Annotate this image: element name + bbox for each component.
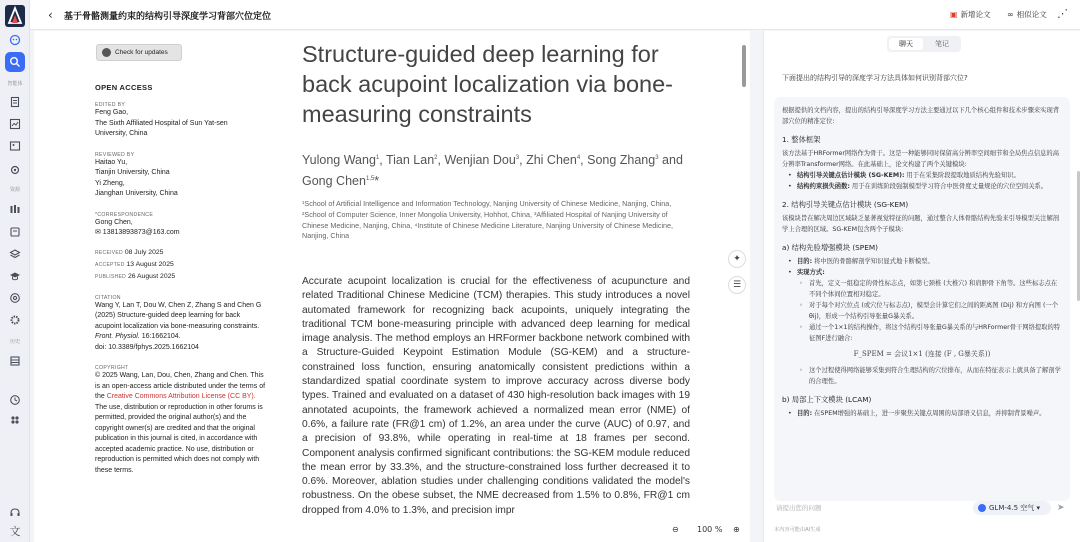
published-label: PUBLISHED <box>95 273 127 280</box>
chart-icon[interactable] <box>7 116 23 132</box>
answer-heading-1: 1. 整体框架 <box>782 135 821 144</box>
doc-icon[interactable] <box>7 94 23 110</box>
summary-icon[interactable]: ☰ <box>728 276 746 294</box>
robot-icon[interactable] <box>7 32 23 48</box>
grid-icon[interactable] <box>7 353 23 369</box>
list-item: ◦ 这个过程使得网络能够采集到符合生理结构的穴位排布，从而在特征表示上就具备了解剖学的合理性。 <box>782 365 1062 387</box>
copyright-label: COPYRIGHT <box>95 365 129 371</box>
article-title: Structure-guided deep learning for back acupoint localization via bone-measuring constraints <box>302 41 674 127</box>
chat-input-placeholder: 请提出您的问题 <box>776 504 822 512</box>
citation-text <box>95 301 267 354</box>
reviewer-1-name: Haitao Yu, <box>95 158 128 166</box>
list-item <box>782 170 1062 181</box>
copyright-pre: © 2025 Wang, Lan, Dou, Chen, Zhang and Chen. This is an open-access article distributed under the terms of the <box>95 372 266 400</box>
translate-icon[interactable]: 文 <box>9 525 21 538</box>
similar-paper-button[interactable] <box>1007 9 1047 20</box>
folder-icon[interactable] <box>7 224 23 240</box>
zoom-control <box>666 521 750 541</box>
new-paper-label: 新增论文 <box>960 10 991 19</box>
paper-scrollbar[interactable] <box>741 40 747 535</box>
layers-icon[interactable] <box>7 246 23 262</box>
citation-journal: Front. Physiol. <box>95 333 140 340</box>
plugin-icon[interactable] <box>7 162 23 178</box>
answer-heading-2a: a) 结构先验增强模块 (SPEM) <box>782 243 878 252</box>
model-name: GLM-4.5 空气 <box>989 504 1035 512</box>
clock-icon[interactable] <box>7 392 23 408</box>
reviewer-2-affiliation: Jianghan University, China <box>95 190 178 197</box>
answer-heading-2: 2. 结构引导关键点估计模块 (SG-KEM) <box>782 200 909 209</box>
share-icon[interactable]: ⋰ <box>1057 7 1068 20</box>
back-arrow-icon[interactable]: ‹ <box>48 8 53 22</box>
list-item-strong: 结构引导关键点估计模块 (SG-KEM): <box>797 172 905 179</box>
model-selector[interactable] <box>973 501 1051 515</box>
new-paper-button[interactable] <box>950 9 991 20</box>
correspondence-name: Gong Chen, <box>95 218 133 226</box>
list-item: ◦ 对于每个对穴位点 (或穴位与标志点)，模型会计算它们之间的距离图 (Dij) 和方向图 (一个θij)，形成一个结构引导张量G暴关系。 <box>782 300 1062 322</box>
ai-disclaimer: 本内容可能由AI生成 <box>774 527 821 533</box>
chevron-down-icon: ▾ <box>1036 504 1040 512</box>
list-item: ◦ 通过一个1×1的结构操作，将这个结构引导张量G暴关系的与HRFormer骨干网络提取的特征图F进行融合: <box>782 322 1062 344</box>
open-access-label: OPEN ACCESS <box>95 83 153 92</box>
reviewed-by-label: REVIEWED BY <box>95 151 135 158</box>
accepted-value: 13 August 2025 <box>126 260 174 268</box>
answer-para-1: 该方法基于HRFormer网络作为骨干。这是一种能够同时保留高分辨率空间细节和全局焦点信息的高分辨率Transformer网络。在此基础上，论文构建了两个关键模块: <box>782 150 1060 168</box>
zoom-level: 100 % <box>697 525 723 534</box>
rail-section-agents: 智能体 <box>7 81 23 87</box>
hat-icon[interactable] <box>7 268 23 284</box>
rail-section-resources: 资源 <box>9 187 20 193</box>
citation-doi[interactable]: doi: 10.3389/fphys.2025.1662104 <box>95 343 199 351</box>
citation-volume: 16:1662104. <box>139 333 181 340</box>
list-item-text: 将中医的骨骼解剖学知识显式地卡断模型。 <box>812 258 934 265</box>
list-item-strong: 结构约束损失函数: <box>797 183 850 190</box>
list-item-text: 在SPEM增强的基础上，进一步聚焦关键点周围的局部语义信息，并抑制背景噪声。 <box>812 410 1046 417</box>
received-value: 08 July 2025 <box>124 248 164 256</box>
reviewer-2-name: Yi Zheng, <box>95 179 125 187</box>
list-item-strong: 目的: <box>797 258 813 265</box>
zoom-out-button[interactable]: ⊖ <box>672 525 679 534</box>
article-abstract: Accurate acupoint localization is crucial for the effectiveness of acupuncture and related Traditional Chinese Medicine (TCM) therapies. This study introduces a novel automated framework for recognizing back acupoints, uniquely integrating the traditional TCM bone-measuring principle with advanced deep learning for medical image analysis. The method employs an HRFormer backbone network combined with a Structure-Guided Keypoint Estimation Module (SG-KEM) and a structure-constrained loss function, ensuring anatomically consistent predictions within a standardized spatial coordinate system to improve accuracy across diverse body types. Trained and evaluated on a dataset of 430 high-resolution back images with 19 annotated acupoints, the framework achieved a normalized mean error (NME) of 0.6%, a failure rate (FR@1 cm) of 1.2%, an area under the curve (AUC) of 0.97, and a precision of 93.8%, while operating in real-time at 18 frames per second. Component analysis confirmed significant contributions: the SG-KEM module reduced the mean error by 33.3%, and the structure-constrained loss further decreased it to 0.6%. Moreover, ablation studies under challenging conditions validated the model's robustness. On the obese subset, the NME decreased from 1.5% to 0.8%, FR@1 cm dropped from 4.0% to 1.3%, and precision impr <box>302 276 690 516</box>
received-label: RECEIVED <box>95 249 123 256</box>
edited-by-label: EDITED BY <box>95 102 126 108</box>
settings-icon[interactable] <box>7 312 23 328</box>
reviewer-1-affiliation: Tianjin University, China <box>95 169 170 176</box>
chat-tabs <box>887 36 961 52</box>
pdf-icon: ▣ <box>950 10 958 19</box>
cc-by-link[interactable]: Creative Commons Attribution License (CC BY). <box>106 393 256 400</box>
at-icon[interactable] <box>7 290 23 306</box>
search-icon[interactable] <box>5 52 25 72</box>
answer-para-2: 该模块旨在解决周边区域缺乏显著视觉特征的问题，通过整合人体骨骼结构先验来引导模型关注解剖学上合理的区域。SG-KEM包含两个子模块: <box>782 215 1060 233</box>
editor-country: University, China <box>95 130 148 137</box>
published-value: 26 August 2025 <box>127 272 176 280</box>
book-icon[interactable] <box>7 201 23 217</box>
tools-icon[interactable] <box>7 412 23 428</box>
ai-answer <box>774 97 1070 501</box>
list-item-strong: 目的: <box>797 410 813 417</box>
chat-panel <box>763 31 1080 542</box>
list-item <box>782 408 1062 419</box>
correspondence-label: *CORRESPONDENCE <box>95 211 154 218</box>
editor-name: Feng Gao, <box>95 109 129 116</box>
check-for-updates-button[interactable] <box>96 44 182 61</box>
link-icon: ∞ <box>1007 10 1014 19</box>
image-icon[interactable] <box>7 138 23 154</box>
received-date <box>95 247 267 259</box>
send-icon[interactable]: ➤ <box>1057 503 1065 513</box>
article-sidebar <box>95 83 267 476</box>
page-title: 基于骨骼测量约束的结构引导深度学习背部穴位定位 <box>64 12 272 22</box>
zoom-in-button[interactable]: ⊕ <box>733 525 740 534</box>
chat-input[interactable] <box>773 501 1072 523</box>
similar-paper-label: 相似论文 <box>1016 10 1047 19</box>
accepted-date <box>95 259 267 271</box>
tab-chat[interactable]: 聊天 <box>889 38 923 50</box>
top-bar <box>30 0 1080 30</box>
answer-heading-2b: b) 局部上下文模块 (LCAM) <box>782 395 872 404</box>
check-for-updates-label: Check for updates <box>115 49 168 56</box>
formula: F_SPEM = 会议1×1 (连接 (F , G暴关系)) <box>853 350 991 358</box>
list-item-strong: 实现方式: <box>797 269 825 276</box>
accepted-label: ACCEPTED <box>95 261 125 268</box>
update-icon <box>102 48 111 57</box>
list-item <box>782 181 1062 192</box>
ai-assist-icon[interactable]: ✦ <box>728 250 746 268</box>
list-item <box>782 256 1062 267</box>
editor-affiliation: The Sixth Affiliated Hospital of Sun Yat-sen <box>95 119 228 127</box>
published-date <box>95 271 267 283</box>
app-logo[interactable] <box>5 5 25 27</box>
citation-body: Wang Y, Lan T, Dou W, Chen Z, Zhang S and Chen G (2025) Structure-guided deep learning for back acupoint localization via bone-measuring constraints. <box>95 301 262 330</box>
rail-section-history: 历史 <box>9 339 20 345</box>
article-main <box>302 39 692 516</box>
help-icon[interactable] <box>7 505 23 521</box>
list-item-text: 用于在训练阶段强制模型学习符合中医骨度丈量规论的穴位空间关系。 <box>849 183 1048 190</box>
model-icon <box>978 504 986 512</box>
left-rail <box>0 0 30 542</box>
scrollbar-thumb[interactable] <box>742 45 746 87</box>
list-item <box>782 267 1062 278</box>
user-question: 下面提出的结构引导的深度学习方法具体如何识别背部穴位? <box>782 74 968 82</box>
article-affiliations: ¹School of Artificial Intelligence and Information Technology, Nanjing University of Chinese Medicine, Nanjing, China, ²School of Computer Science, Inner Mongolia University, Hohhot, China, ³Affiliated Hospital of Nanjing University of Chinese Medicine, Nanjing, China, ⁴Institute of Chinese Medicine Literature, Nanjing University of Chinese Medicine, Nanjing, China <box>302 199 674 241</box>
article-authors: Yulong Wang$^1$, Tian Lan$^2$, Wenjian Dou$^3$, Zhi Chen$^4$, Song Zhang$^3$ and Gong Chen$^{1,5}$* <box>302 153 683 189</box>
answer-intro: 根据提供的文档内容，提出的结构引导深度学习方法主要通过以下几个核心组件和技术步骤来实现背部穴位的精准定位: <box>782 107 1060 125</box>
copyright-post: The use, distribution or reproduction in other forums is permitted, provided the original author(s) and the copyright owner(s) are credited and that the original publication in this journal is cited, in accordance with accepted academic practice. No use, distribution or reproduction is permitted which does not comply with these terms. <box>95 403 263 474</box>
list-item: ◦ 首先，定义一组稳定的骨性标志点，如第七颈椎 (大椎穴) 和肩胛骨下角等。这些标志点在不同个体间位置相对稳定。 <box>782 278 1062 300</box>
correspondence-email[interactable]: ✉ 13813893873@163.com <box>95 229 180 236</box>
citation-label: CITATION <box>95 294 121 301</box>
copyright-text <box>95 371 267 476</box>
list-item-text: 用于在采集阶段提取地质结构先验知识。 <box>904 172 1020 179</box>
tab-notes[interactable]: 笔记 <box>935 40 949 48</box>
paper-viewer[interactable] <box>34 31 750 542</box>
